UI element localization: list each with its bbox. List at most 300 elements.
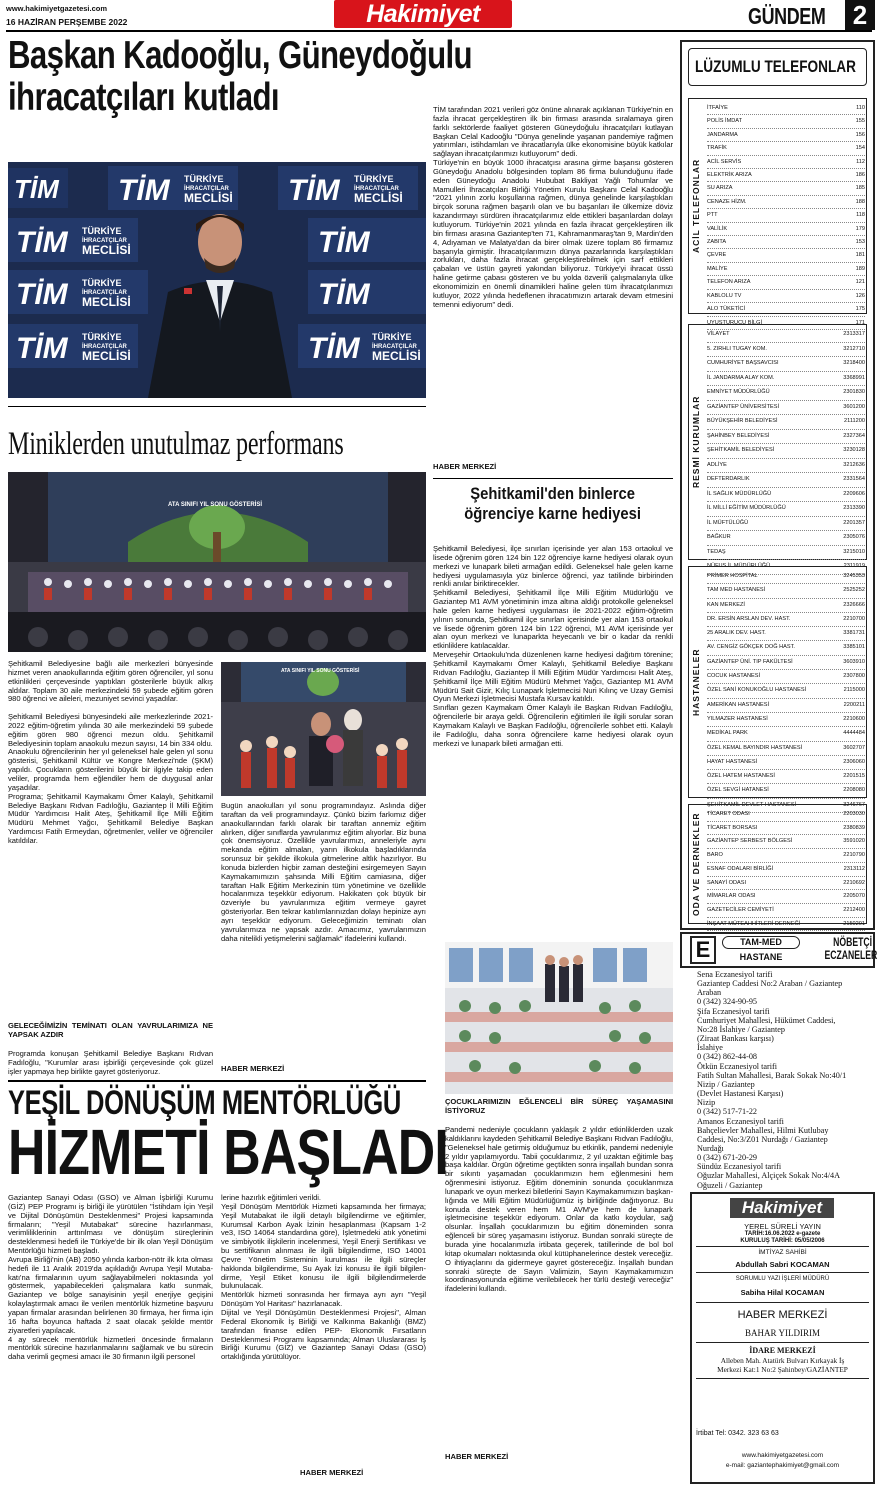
article4-tail: Pandemi nedeniyle çocukların yaklaşık 2 yıldır etkinliklerden uzak kaldıklarını kaydeden Şehitkamil Belediye Başkanı Rıdvan Fadıloğlu, "Geleneksel hale getirmiş olduğumuz bu etkinlik, pandemi nedeniyle 2 yıldır yapılamıyordu. Tabii çocuklarımız, 2 yıl uzaktan eğitimle baş başa kaldılar. Örgün öğretime geçtikten sonra inşallah bundan sonra bir sıkıntı yaşamadan çocuklarımızın hem eğlenmesini hem öğrenmesini istiyoruz. Eğitim döneminin sonunda çocuklarımıza lunapark ve oyun merkezi biletlerini Sayın Kaymakamımızın başkanlığında ve Milli Eğitim Müdürlüğümüz iş birliğinde dağıtıyoruz. Bu konuda destek veren hem M1 AVM'ye hem de lunapark işletmecisine teşekkür ediyorum. Onlar da katkı koydular, sağ olsunlar. İnşallah çocuklarımızın bu eğitim döneminden sonra eğlenceli bir süreç yaşamasını istiyoruz. Bundan sonraki süreçte de burada yine hocalarımızla irtibata geçerek, tatillerinde de bol bol kitap okumaları noktasında okul kütüphanelerince destek vereceğiz. O ihtiyaçlarını da gidermeye gayret göstereceğiz. İnşallah bundan sonraki süreçte de Sayın Valimizin, Sayın Kaymakamımızın koordinasyonunda eğitime verilebilecek her türlü desteği vereceğiz" ifadelerini kullandı. [445,1125,673,1294]
pharmacy-line[interactable]: Sündüz Eczanesiyol tarifi [697,1162,782,1172]
masthead-editor-label: SORUMLU YAZI İŞLERİ MÜDÜRÜ [735,1276,830,1282]
resmi-row [707,372,865,387]
acil-list [707,102,865,330]
hastane-row [707,756,865,770]
resmi-name: GAZİANTEP ÜNİVERSİTESİ [707,403,780,410]
article3-headline-line2: HİZMETİ BAŞLADI [8,1116,448,1188]
acil-number: 121 [855,279,865,286]
acil-row [707,249,865,262]
svg-text:MECLİSİ: MECLİSİ [82,243,131,257]
hastane-number: 3385101 [843,644,865,651]
acil-row [707,102,865,115]
article4-byline: HABER MERKEZİ [445,1452,509,1461]
resmi-row [707,357,865,372]
oda-row [707,822,865,836]
acil-number: 179 [855,225,865,232]
resmi-row [707,473,865,488]
site-url[interactable]: www.hakimiyetgazetesi.com [6,4,108,13]
article4-headline-line1: Şehitkamil'den binlerce [470,484,636,503]
hastane-number: 2525252 [843,587,865,594]
hastane-number: 3381731 [843,630,865,637]
article4-headline [433,484,673,524]
svg-text:TİM: TİM [16,332,68,365]
hastane-name: 25 ARALIK DEV. HAST. [707,630,766,637]
acil-row [707,129,865,142]
acil-name: UYUŞTURUCU BİLGİ [707,319,763,326]
hastane-name: TAM MED HASTANESİ [707,587,766,594]
article1-headline-line2: ihracatçıları kutladı [8,76,279,119]
acil-name: ÇEVRE [707,252,727,259]
article2-headline: Miniklerden unutulmaz performans [8,426,344,462]
acil-name: TRAFİK [707,145,727,152]
hastane-name: MEDİKAL PARK [707,730,748,737]
resmi-number: 3601200 [843,403,865,410]
pharmacy-e-letter: E [695,937,711,962]
pharmacy-line: Nizip [697,1098,716,1108]
hastane-number: 2200211 [843,701,865,708]
masthead-news-label: HABER MERKEZİ [737,1309,828,1321]
acil-name: KABLOLU TV [707,292,742,299]
article3-col1-body: Gaziantep Sanayi Odası (GSO) ve Alman İşbirliği Kurumu (GİZ) PEP Programı iş birliği ile yürütülen "İstihdam İçin Yeşil ve Dijital Dönüşümün Desteklenmesi" Projesi kapsamında firmaların; "Yeşil Mutabakat" sürecine hazırlanması, verimliliklerinin arttırılması ve dönüşüm süreçlerinin desteklenmesi hedefi ile Türkiye'de bir ilk olan Yeşil Dönüşüm Mentörlüğü hizmeti başladı. Avrupa Birliği'nin (AB) 2050 yılında karbon-nötr ilk kıta olması hedefi ile 11 Aralık 2019'da açıkladığı Avrupa Yeşil Mutabakatı'na firmalarının uyum sağlayabilmeleri noktasında yol göstermek, yapabilecekleri çalışmalara katkı sunmak, Gaziantep ve bölge sanayisinin yeşil enerjiye geçişini kolaylaştırmak amacı ile verilen mentörlük hizmetine başvuru yapan firmalar arasından belirlenen 30 firmaya, her firma için 16 hafta boyunca haftada 2 saat olacak şekilde mentör ziyaretleri yapılacak. 4 ay sürecek mentörlük hizmetleri öncesinde firmaların mentörlük sürecine hazırlanmalarını sağlamak ve bu sürecin daha verimli geçmesi amacı ile 30 firmanın ilgili personel [8,1193,213,1362]
issue-date: 16 HAZİRAN PERŞEMBE 2022 [6,17,128,27]
oda-row [707,904,865,918]
hastane-row [707,713,865,727]
acil-row [707,236,865,249]
resmi-row [707,328,865,343]
resmi-number: 2301830 [843,389,865,395]
pharmacy-line[interactable]: Şifa Eczanesiyol tarifi [697,1006,770,1016]
hastane-name: ÖZEL KEMAL BAYINDIR HASTANESİ [707,744,803,751]
acil-name: VALİLİK [707,225,728,232]
article3-headline-line1: YEŞİL DÖNÜŞÜM MENTÖRLÜĞÜ [8,1084,401,1122]
article3-byline: HABER MERKEZİ [300,1468,364,1477]
acil-name: CENAZE HİZM. [707,198,747,205]
acil-number: 171 [855,319,865,326]
resmi-row [707,517,865,532]
oda-label: ODA VE DERNEKLER [691,812,701,916]
masthead-editor: Sabiha Hilal KOCAMAN [740,1288,825,1297]
resmi-name: NÜFUS İL MÜDÜRLÜĞÜ [707,563,771,569]
resmi-name: İL MİLLİ EĞİTİM MÜDÜRLÜĞÜ [707,505,786,511]
hastane-row [707,670,865,684]
svg-text:İHRACATÇILAR: İHRACATÇILAR [354,186,399,192]
masthead-box [690,1192,875,1484]
header-logo-text: Hakimiyet [366,0,480,28]
resmi-number: 2201357 [843,519,865,526]
acil-name: POLİS İMDAT [707,118,743,125]
resmi-name: VİLAYET [707,331,730,337]
masthead-news-name: BAHAR YILDIRIM [745,1328,820,1338]
article1-headline-line1: Başkan Kadooğlu, Güneydoğulu [8,34,472,77]
article4-body: Şehitkamil Belediyesi, ilçe sınırları içerisinde yer alan 153 ortaokul ve lisede öğrenim gören 124 bin 122 öğrenciye karne hediyesi olarak oyun merkezi ve lunapark bileti armağan edildi. Geleneksel hale gelen karne hediyesi uygulamasıyla yüz binlerce öğrenci, yaz tatilinde birbirinden renkli anılar biriktirecekler. Şehitkamil Belediyesi, Şehitkamil İlçe Milli Eğitim Müdürlüğü ve Gaziantep M1 AVM yönetiminin imza altına aldığı protokolle geleneksel hale gelen karne hediyesi uygulaması ile 2021-2022 eğitim-öğretim yılının sonunda, Şehitkamil ilçe sınırları içerisinde yer alan 153 ortaokul ve lisede öğrenim gören 124 bin 122 öğrenci, M1 AVM içerisinde yer alan oyun merkezi ve lunaparkta heyecanlı ve bir o kadar da renkli etkinliklere katılacaklar. Merveşehir Ortaokulu'nda düzenlenen karne hediyesi dağıtım törenine; Şehitkamil Kaymakamı Ömer Kalaylı, Şehitkamil Belediye Başkanı Rıdvan Fadıloğlu, Gaziantep İl Milli Eğitim Müdür Yardımcısı Halit Ateş, Şehitkamil İlçe Milli Eğitim Müdürü Mehmet Yağcı, Gaziantep M1 AVM Müdürü Sait Gizir, Kılıç Lunapark İşletmecisi Nuri Kılınç ve Uzay Gemisi Oyun Merkezi İşletmecisi Mustafa Kursav katıldı. Sınıfları gezen Kaymakam Ömer Kalaylı ile Başkan Rıdvan Fadıloğlu, öğrencilerle bir araya geldi. Öğrencilerin eğitimleri ile ilgili sorular soran Kaymakam Kalaylı ve Başkan Fadıloğlu, öğrencilerle sohbet etti. Kalaylı ile Fadıloğlu, daha sonra öğrencilere karne hediyesi olarak oyun merkezi ve lunapark bileti armağan etti. [433,544,673,748]
pharmacy-banner [680,932,878,968]
hastane-number: 3246767 [843,801,865,808]
svg-text:MECLİSİ: MECLİSİ [82,295,131,309]
hastane-number: 3603910 [843,658,865,665]
svg-text:MECLİSİ: MECLİSİ [354,191,403,205]
article4-divider-top [433,478,673,479]
resmi-row [707,386,865,401]
article2-byline: HABER MERKEZİ [221,1064,285,1073]
hastane-name: HAYAT HASTANESİ [707,758,758,765]
svg-text:MECLİSİ: MECLİSİ [184,191,233,205]
resmi-name: İL SAĞLIK MÜDÜRLÜĞÜ [707,490,772,497]
article3-col2-body: lerine hazırlık eğitimleri verildi. Yeşil Dönüşüm Mentörlük Hizmeti kapsamında her firmaya; Yeşil Mutabakat ile ilgili detaylı bilgilendirme ve eğitimler, Kurumsal Karbon Ayak İzinin hesaplanması (Kapsam 1-2 ve3, ISO 14064 standardına göre), İşletmedeki atık yönetimi ve simbiyotik ilişkilerin incelenmesi, Yeşil Enerji Sertifikası ve bu sertifikanın alınması ile ilgili bilgilendirme, ISO 14001 Çevre Yönetim Sisteminin kurulması ile ilgili süreçler hakkında bilgilendirme, Su Ayak İzi konusu ile ilgili bilgilendirme, Yeşil Etiket konusu ile ilgili bilgilendirmelerde bulunulacak. Mentörlük hizmeti sonrasında her firmaya ayrı ayrı "Yeşil Dönüşüm Yol Haritası" hazırlanacak. Dijital ve Yeşil Dönüşümün Desteklenmesi Projesi", Alman Federal Ekonomik İş Birliği ve Kalkınma Bakanlığı (BMZ) tarafından finanse edilen PEP- Ekonomik Fırsatların Desteklenmesi Programı kapsamında; Alman Uluslararası İş Birliği Kurumu (GİZ) ve Gaziantep Sanayi Odası (GSO) ortaklığında yürütülüyor. [221,1193,426,1362]
pharmacy-line: No:28 İslahiye / Gaziantep [697,1024,785,1034]
resmi-row [707,430,865,445]
resmi-row [707,531,865,546]
oda-name: TİCARET ODASI [707,811,750,817]
acil-number: 118 [856,212,865,219]
resmi-name: CUMHURİYET BAŞSAVCISI [707,360,779,366]
article1-body: TİM tarafından 2021 verileri göz önüne alınarak açıklanan Türkiye'nin en fazla ihracat gerçekleştiren ilk bin firması arasında sıralamaya giren farklı sektörlerde faaliyet gösteren Güneydoğulu ihracatçıları kutlayan Başkan Celal Kadooğlu "Dünya genelinde yaşanan pandemiye rağmen yatırımları, istihdamları ve ihracatlarıyla ülke ekonomisine büyük katkılar sağlayan ihracatçılarımızı kutluyorum" dedi. Türkiye'nin en büyük 1000 ihracatçısı arasına girme başarısı gösteren Güneydoğu Anadolu bölgesinden toplam 86 firma bulunduğunu ifade eden Güneydoğu Anadolu Hububat Bakliyat Yağlı Tohumlar ve Mamulleri İhracatçıları Birliği Yönetim Kurulu Başkanı Celal Kadooğlu "2021 yılının zorlu koşullarına rağmen, dünya genelinde karşılaştıkları birçok soruna rağmen başarılı olan ve bu başarıları ile ülkemize döviz kazandırmayı sürdüren ihracatçılarımız elde ettikleri başarılardan dolayı kutluyorum. Türkiye'nin 2021 yılında en fazla ihracat gerçekleştiren ilk bin firması arasına Gaziantep'ten 71, Kahramanmaraş'tan 9, Mardin'den 4, Adıyaman ve Malatya'dan da birer olmak üzere toplam 86 firmamız başarıyla girmiştir. İhracatçılarımızın dünya pazarlarında karşılaştıkları zorlukları, daha fazla ihracat gerçekleştirebilmek için sarf ettikleri çabaları ve üstün gayreti yakından biliyoruz. Türkiye'yi ihracat üssü haline getirme çabası gösteren ve bu yolda özverili çalışmalarıyla ülke ekonomimizin en önemli dinamikleri haline gelen tüm ihracatçılarımızı kutluyor, 2022 yılında hedeflenen ihracatımızın artarak devam etmesini temenni ediyorum" dedi. [433,105,673,309]
hastane-name: DR. ERSİN ARSLAN DEV. HAST. [707,615,791,622]
resmi-number: 3212636 [843,461,865,468]
acil-row [707,276,865,289]
pharmacy-line: Caddesi, No:3/Z01 Nurdağı / Gaziantep [697,1134,828,1144]
hastane-name: YILMAZER HASTANESİ [707,715,768,722]
svg-text:TİM: TİM [308,332,360,365]
article2-photo2-banner: ATA SINIFI YIL SONU GÖSTERİSİ [281,668,360,674]
oda-name: İNŞAAT MÜTEAHHİTLERİ DERNEĞİ [707,920,801,927]
hastane-name: AMERİKAN HASTANESİ [707,701,770,708]
svg-text:TİM: TİM [318,278,370,311]
svg-text:İHRACATÇILAR: İHRACATÇILAR [82,238,127,244]
pharmacy-line: Nizip / Gaziantep [697,1079,755,1089]
article4-headline-line2: öğrenciye karne hediyesi [464,504,642,523]
pharmacy-line: Fatih Sultan Mahallesi, Barak Sokak No:40/1 [697,1070,847,1080]
acil-name: SU ARIZA [707,185,733,192]
masthead-rule1 [696,1246,869,1247]
hastane-name: ŞEHİTKAMİL DEVLET HASTANESİ [707,801,797,808]
pharmacy-title [806,935,878,962]
oda-number: 2380839 [843,824,865,831]
pharmacy-line: 0 (342) 862-44-08 [697,1052,758,1062]
pharmacy-line: İslahiye [697,1043,723,1053]
acil-label: ACİL TELEFONLAR [691,158,701,254]
article4-subhead: ÇOCUKLARIMIZIN EĞLENCELİ BİR SÜREÇ YAŞAMASINI İSTİYORUZ [445,1097,673,1115]
masthead-date: TARİH:16.06.2022 e-gazete [744,1231,821,1237]
acil-number: 185 [855,185,865,192]
hastane-number: 2115000 [843,687,865,694]
oda-number: 3591020 [843,838,865,845]
resmi-row [707,401,865,416]
oda-number: 2313112 [843,865,865,872]
article1-photo [8,162,426,398]
oda-name: TİCARET BORSASI [707,824,758,831]
resmi-label: RESMİ KURUMLAR [691,395,701,489]
svg-text:TİM: TİM [318,226,370,259]
article2-col2-body: Bugün anaokulları yıl sonu programındayız. Aslında diğer taraftan da veli programındayız. Çünkü bizim farkımız diğer anaokullarından farklı olarak bir taraftan annemiz eğitim alırken, diğer sınıflarda yavrularımız eğitim alıyorlar. Biz buna çok önemsiyoruz. Özellikle yavrularımızı, anneleriyle aynı mekanda eğitim almaları, yarın ilkokula başladıklarında sorunsuz bir şekilde ilkokula gitmelerine altlık hazırlıyor. Bu konuda bizlerden hiçbir zaman desteğini esirgemeyen Sayın Kaymakamımızın şahsında Milli Eğitim camiasına, diğer taraftan Halk Eğitim Merkezinin tüm yönetimine ve özellikle hocalarımıza teşekkür ediyorum. Hakikaten çok büyük bir özveriyle bu yavrularımıza eğitim vermeye gayret gösteriyorlar. Ben tekrar katılımlarınızdan dolayı hepinize ayrı ayrı teşekkür ediyorum. Geleceğimizin teminatı olan yavrularımıza ne yapsak azdır. Amacımız, yavrularımızın daha nitelikli yetişmelerini sağlamak" ifadelerini kullandı. [221,801,426,943]
acil-section [688,98,867,326]
resmi-name: BÜYÜKŞEHİR BELEDİYESİ [707,418,778,424]
svg-text:TÜRKİYE: TÜRKİYE [372,332,412,342]
pharmacy-title-line1: NÖBETÇİ [833,935,872,949]
pharmacy-line[interactable]: Sena Eczanesiyol tarifi [697,970,773,979]
article2-photo-art [8,472,426,652]
article2-photo2-art [221,662,426,796]
oda-name: MİMARLAR ODASI [707,893,756,900]
oda-row [707,918,865,932]
pharmacy-line: Cumhuriyet Mahallesi, Hükümet Caddesi, [697,1015,836,1025]
resmi-number: 2305076 [843,534,865,540]
pharmacy-title-line2: ECZANELER [824,948,878,962]
resmi-name: ŞAHİNBEY BELEDİYESİ [707,432,770,439]
resmi-list [707,328,865,575]
resmi-number: 2313317 [843,331,865,337]
resmi-number: 2327364 [843,432,865,439]
acil-row [707,182,865,195]
hastane-section [688,566,867,808]
article2-col1-body: Şehitkamil Belediyesine bağlı aile merkezleri bünyesinde hizmet veren anaokullarında eğitim gören öğrenciler, yıl sonu etkinlikleri çerçevesinde yaptıkları gösterilerle büyük alkış aldılar. Toplam 30 aile merkezindeki 59 şubede eğitim gören 980 öğrenci ve aileleri, mezuniyet sevinci yaşadılar. Şehitkamil Belediyesi bünyesindeki aile merkezlerinde 2021-2022 eğitim-öğretim yılında 30 aile merkezindeki 59 şubede eğitim gören 980 öğrenci mezun oldu. Şehitkamil Belediyesinin toplam anaokulu mezun sayısı, 14 bin 334 oldu. Anaokulu öğrencilerinin her yıl geleneksel hale gelen yıl sonu gösterisi, Şehitkamil Kültür ve Kongre Merkezi'nde (ŞKM) yapıldı. Çocukların gösterilerini büyük bir ilgiyle takip eden veliler, programda hem eğlendiler hem de duygusal anlar yaşadılar. Programa; Şehitkamil Kaymakamı Ömer Kalaylı, Şehitkamil Belediye Başkanı Rıdvan Fadıloğlu, Gaziantep İl Milli Eğitim Müdür Yardımcısı Halit Ateş, Şehitkamil İlçe Milli Eğitim Müdürü Mehmet Yağcı, Şehitkamil Belediye Başkan Yardımcısı Fatih Ermeydan, öğretmenler, veliler ve öğrenciler katıldılar. [8,659,213,845]
svg-text:TÜRKİYE: TÜRKİYE [82,226,122,236]
oda-number: 2150201 [843,920,865,927]
resmi-name: ŞEHİTKAMİL BELEDİYESİ [707,447,775,453]
oda-number: 2210692 [843,879,865,886]
oda-number: 2212400 [843,906,865,913]
masthead-tagline: YEREL SÜRELİ YAYIN [744,1222,821,1231]
header-logo [334,0,512,28]
masthead-web[interactable]: www.hakimiyetgazetesi.com [741,1452,824,1459]
resmi-number: 2331564 [843,476,865,482]
resmi-name: BAĞKUR [707,534,731,540]
masthead-rule2 [696,1272,869,1273]
oda-name: BARO [707,852,723,859]
hastane-row [707,770,865,784]
acil-number: 188 [855,198,865,205]
masthead-rule5 [696,1378,869,1379]
article1-headline [8,34,472,119]
acil-row [707,290,865,303]
hastane-name: AV. CENGİZ GÖKÇEK DOĞ HAST. [707,644,795,651]
svg-text:TİM: TİM [16,278,68,311]
pharmacy-line: 0 (342) 324-90-95 [697,997,758,1007]
pharmacy-brand-sub: HASTANE [739,952,783,962]
resmi-number: 2311919 [843,563,865,569]
article2-col1-tail: Programda konuşan Şehitkamil Belediye Başkanı Rıdvan Fadıloğlu, "Kurumlar arası işbirliği çerçevesinde çok güzel işler yapmaya hep birlikte gayret gösteriyoruz. [8,1049,213,1076]
hastane-row [707,784,865,798]
resmi-name: TEDAŞ [707,548,726,555]
hastane-row [707,613,865,627]
oda-name: SANAYİ ODASI [707,879,747,886]
oda-row [707,835,865,849]
masthead-owner: Abdullah Sabri KOCAMAN [735,1260,830,1269]
resmi-number: 3218400 [843,360,865,366]
header-rule [6,30,872,32]
resmi-name: ADLİYE [707,461,727,468]
pharmacy-line: Oğuzlar Mahallesi, Alçiçek Sokak No:4/4A [697,1171,841,1181]
article2-photo-stage [8,472,426,652]
svg-text:İHRACATÇILAR: İHRACATÇILAR [82,290,127,296]
resmi-name: 5. ZIRHLI TUGAY KOM. [707,345,767,352]
acil-row [707,209,865,222]
svg-text:İHRACATÇILAR: İHRACATÇILAR [82,344,127,350]
hastane-name: PRİMER HOSPİTAL [707,573,758,579]
oda-number: 2205070 [843,893,865,900]
masthead-email[interactable]: e-mail: gaziantephakimiyet@gmail.com [725,1462,840,1469]
hastane-number: 3245353 [843,573,865,579]
resmi-row [707,488,865,503]
resmi-row [707,502,865,517]
resmi-row [707,546,865,561]
hastane-number: 4444484 [843,730,865,737]
resmi-row [707,444,865,459]
hastane-name: ÖZEL SANİ KONUKOĞLU HASTANESİ [707,687,807,694]
hastane-number: 2201515 [843,773,865,780]
resmi-section [688,324,867,569]
pharmacy-line: (Devlet Hastanesi Karşısı) [697,1089,784,1099]
masthead-rule3 [696,1302,869,1303]
hastane-row [707,699,865,713]
hastane-number: 2210700 [843,615,865,622]
hastane-number: 2210600 [843,715,865,722]
svg-text:İHRACATÇILAR: İHRACATÇILAR [372,344,417,350]
resmi-row [707,459,865,474]
pharmacy-list [697,970,875,1190]
acil-row [707,223,865,236]
pharmacy-line: 0 (342) 671-20-29 [697,1153,758,1163]
hastane-number: 2326666 [843,601,865,608]
oda-row [707,863,865,877]
resmi-number: 2111200 [844,418,865,424]
svg-text:TÜRKİYE: TÜRKİYE [184,174,224,184]
svg-text:TİM: TİM [16,226,68,259]
pharmacy-line: Gaziantep Caddesi No:2 Araban / Gaziantep [697,979,843,989]
acil-number: 175 [855,306,865,313]
acil-name: ALO TÜKETİCİ [707,306,746,313]
resmi-name: İL MÜFTÜLÜĞÜ [707,519,749,526]
pharmacy-line[interactable]: Ötkün Eczanesiyol tarifi [697,1061,778,1071]
resmi-number: 2209606 [843,490,865,497]
hastane-row [707,727,865,741]
hastane-row [707,599,865,613]
acil-name: JANDARMA [707,131,738,138]
oda-row [707,890,865,904]
oda-name: GAZETECİLER CEMİYETİ [707,906,774,913]
resmi-number: 3212710 [843,345,865,352]
resmi-number: 2313390 [843,505,865,511]
acil-number: 110 [856,105,865,111]
svg-text:TİM: TİM [14,174,59,204]
acil-row [707,263,865,276]
oda-row [707,877,865,891]
acil-number: 154 [855,145,865,152]
masthead-owner-label: İMTİYAZ SAHİBİ [758,1249,807,1256]
hastane-row [707,641,865,655]
svg-text:TÜRKİYE: TÜRKİYE [82,278,122,288]
svg-text:İHRACATÇILAR: İHRACATÇILAR [184,186,229,192]
article4-photo-art [445,942,673,1094]
hastane-list [707,570,865,813]
svg-text:TİM: TİM [118,174,170,207]
acil-name: MALİYE [707,265,728,272]
acil-row [707,115,865,128]
acil-row [707,156,865,169]
acil-number: 126 [855,292,865,299]
pharmacy-line: Araban [697,988,722,998]
resmi-name: İL JANDARMA ALAY KOM. [707,374,775,381]
article1-divider [8,406,426,407]
oda-name: ESNAF ODALARI BİRLİĞİ [707,865,774,872]
pharmacy-line: Nurdağı [697,1143,724,1153]
article3-headline [8,1084,448,1188]
article4-photo [445,942,673,1094]
hastane-row [707,742,865,756]
article2-divider [8,1080,426,1082]
acil-number: 112 [856,158,865,165]
oda-section [688,804,867,927]
section-title: GÜNDEM [748,3,826,29]
oda-number: 2203030 [843,811,865,817]
acil-name: ZABITA [707,239,727,246]
oda-row [707,849,865,863]
hastane-number: 2306060 [843,758,865,765]
acil-number: 181 [855,252,865,259]
hastane-name: COCUK HASTANESİ [707,673,761,680]
resmi-row [707,415,865,430]
article2-photo-kids [221,662,426,796]
pharmacy-line[interactable]: Amanos Eczanesiyol tarifi [697,1116,784,1126]
acil-number: 189 [855,265,865,272]
svg-text:MECLİSİ: MECLİSİ [82,349,131,363]
pharmacy-line: Bahçelievler Mahallesi, Hilmi Kutlubay [697,1125,829,1135]
masthead-office-addr1: Alleben Mah. Atatürk Bulvarı Kırkayak İş [720,1356,845,1365]
acil-name: TELEFON ARIZA [707,279,751,286]
acil-row [707,303,865,316]
pharmacy-line: (Ziraat Bankası karşısı) [697,1034,774,1044]
directory-title: LÜZUMLU TELEFONLAR [695,57,856,76]
oda-number: 2210790 [843,852,865,859]
svg-text:TÜRKİYE: TÜRKİYE [82,332,122,342]
page-number: 2 [852,0,868,30]
hastane-row [707,656,865,670]
hastane-number: 2307800 [843,673,865,680]
masthead-contact: İrtibat Tel: 0342. 323 63 63 [696,1430,779,1437]
resmi-row [707,343,865,358]
acil-row [707,196,865,209]
svg-text:TÜRKİYE: TÜRKİYE [354,174,394,184]
oda-name: GAZİANTEP SERBEST BÖLGESİ [707,838,793,845]
acil-row [707,169,865,182]
resmi-name: EMNİYET MÜDÜRLÜĞÜ [707,389,770,395]
hastane-name: GAZİANTEP ÜNİ. TIP FAKÜLTESİ [707,658,793,665]
pharmacy-brand [722,936,800,962]
hastane-row [707,627,865,641]
article1-byline: HABER MERKEZİ [433,462,497,471]
oda-row [707,808,865,822]
pharmacy-e-icon [690,936,716,964]
hastane-name: KAN MERKEZİ [707,601,745,608]
page-number-box [845,0,875,30]
hastane-row [707,570,865,584]
pharmacy-line: Oğuzeli / Gaziantep [697,1180,763,1190]
acil-number: 186 [855,172,865,179]
article2-subhead: GELECEĞİMİZİN TEMİNATI OLAN YAVRULARIMIZA NE YAPSAK AZDIR [8,1021,213,1039]
masthead-logo-text: Hakimiyet [741,1198,823,1217]
phone-directory [680,40,875,930]
acil-number: 153 [855,239,865,246]
hastane-name: ÖZEL HATEM HASTANESİ [707,773,775,780]
acil-number: 155 [855,118,865,125]
acil-name: ELEKTRİK ARIZA [707,172,752,179]
article2-photo-banner: ATA SINIFI YIL SONU GÖSTERİSİ [168,502,263,508]
svg-text:TİM: TİM [288,174,340,207]
masthead-logo [730,1198,834,1218]
acil-row [707,142,865,155]
oda-list [707,808,865,931]
resmi-name: DEFTERDARLIK [707,476,750,482]
hastane-row [707,584,865,598]
